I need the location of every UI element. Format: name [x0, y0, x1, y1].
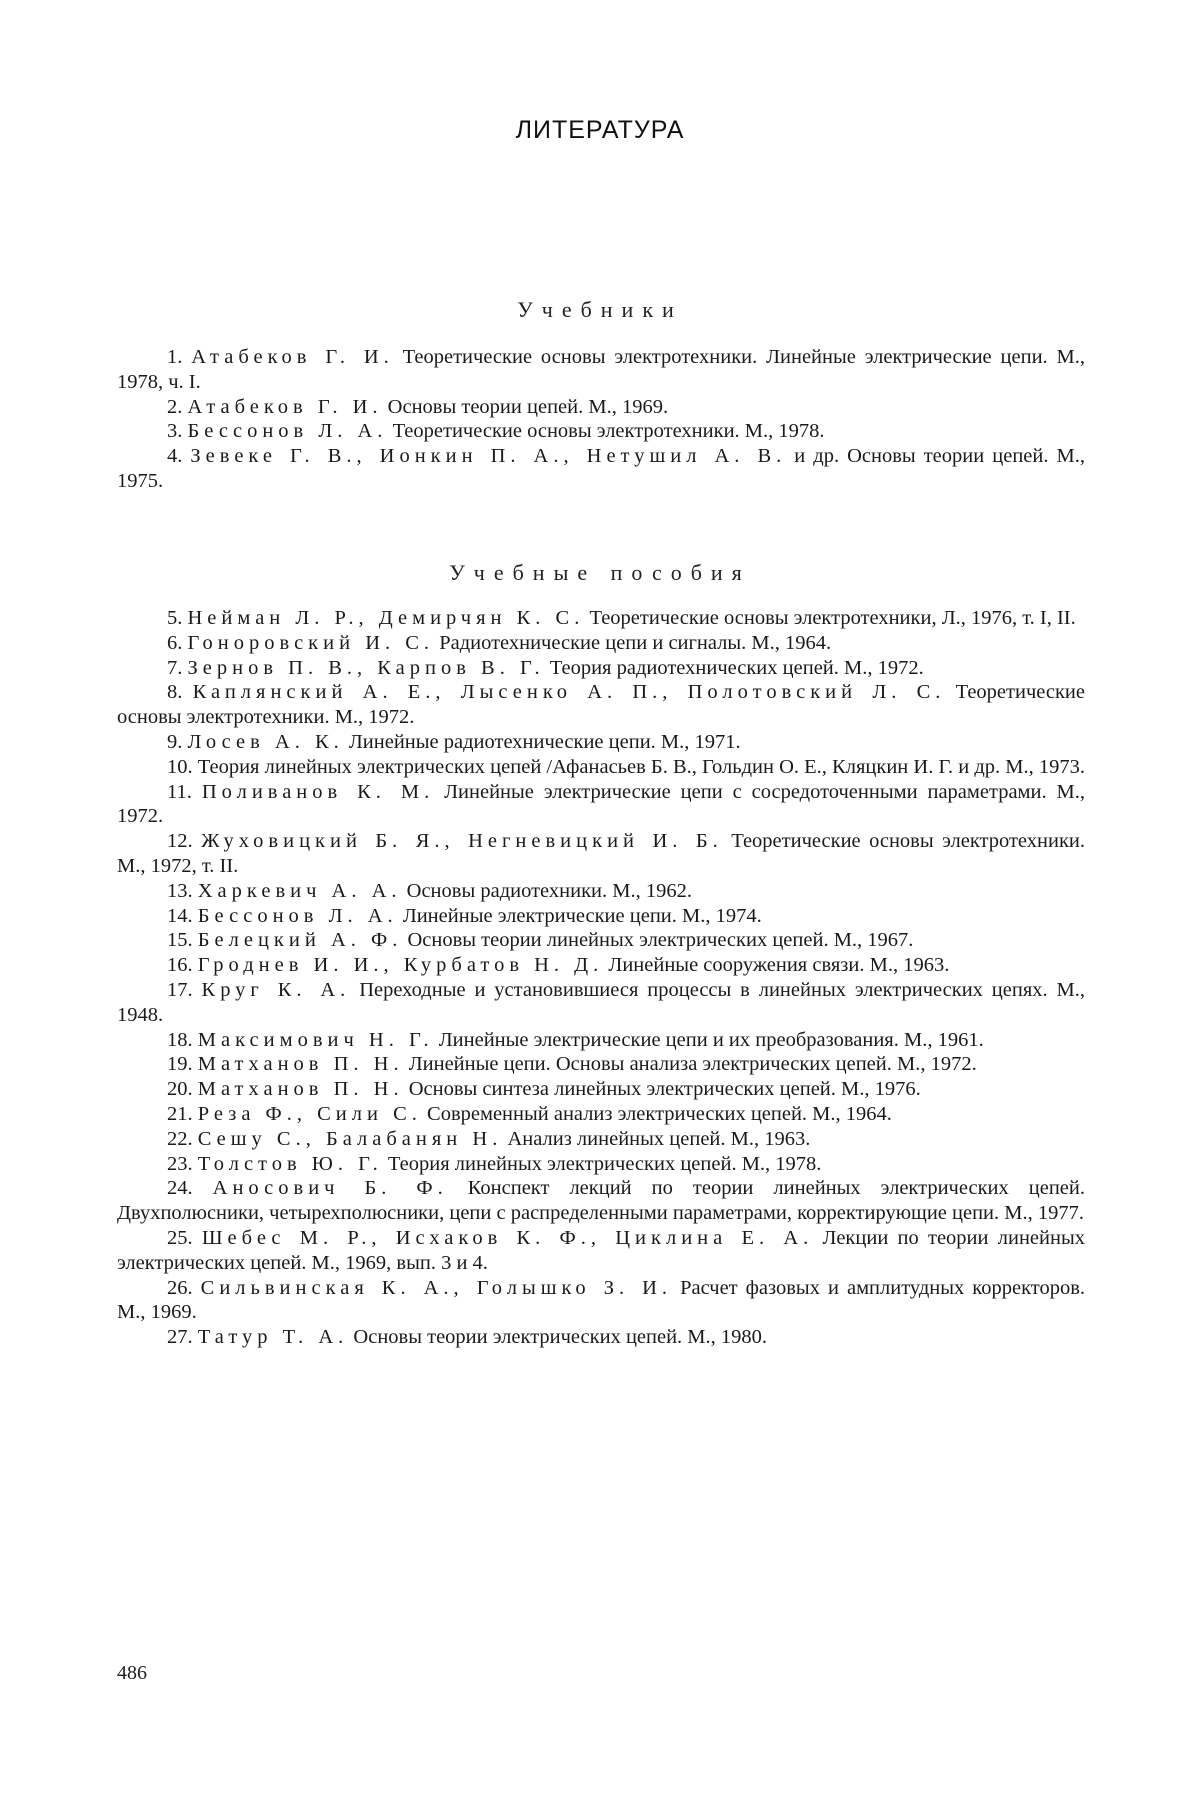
reference-author: Сешу С., Балабанян Н.: [197, 1127, 503, 1150]
reference-text: Теоретические основы электротехники. М., 1972.: [117, 681, 1086, 729]
reference-entry: [117, 1226, 1085, 1276]
reference-author: Максимович Н. Г.: [197, 1028, 434, 1051]
reference-entry: [117, 879, 1085, 904]
reference-text: Основы синтеза линейных электрических цепей. М., 1976.: [403, 1078, 921, 1101]
reference-number: 7.: [167, 656, 183, 679]
reference-author: Бессонов Л. А.: [187, 420, 388, 443]
reference-text: Лекции по теории линейных электрических цепей. М., 1969, вып. 3 и 4.: [117, 1226, 1085, 1274]
reference-number: 14.: [167, 904, 193, 927]
reference-text: Теоретические основы электротехники. М., 1972, т. II.: [117, 830, 1085, 877]
reference-entry: [117, 1276, 1085, 1326]
reference-author: Матханов П. Н.: [197, 1078, 404, 1101]
reference-number: 12.: [167, 830, 193, 853]
reference-text: Линейные электрические цепи. М., 1974.: [397, 904, 762, 927]
reference-entry: [117, 928, 1085, 953]
reference-author: Бессонов Л. А.: [197, 904, 398, 927]
reference-author: Матханов П. Н.: [197, 1053, 404, 1076]
reference-author: Харкевич А. А.: [197, 879, 402, 902]
reference-entry: [117, 780, 1085, 830]
reference-text: Основы радиотехники. М., 1962.: [401, 879, 692, 902]
reference-text: Линейные радиотехнические цепи. М., 1971.: [343, 730, 741, 753]
reference-text: Основы теории электрических цепей. М., 1980.: [348, 1326, 768, 1349]
reference-author: Шебес М. Р., Исхаков К. Ф., Циклина Е. А.: [201, 1226, 814, 1249]
reference-number: 25.: [167, 1226, 193, 1249]
section-heading-textbooks: Учебники: [517, 297, 683, 322]
reference-entry: [117, 904, 1085, 929]
reference-text: Линейные сооружения связи. М., 1963.: [603, 954, 950, 977]
reference-entry: [117, 680, 1085, 730]
reference-entry: [117, 1152, 1085, 1177]
reference-entry: [117, 419, 1085, 444]
reference-text: Теория линейных электрических цепей. М., 1978.: [382, 1152, 822, 1175]
reference-text: Теоретические основы электротехники, Л., 1976, т. I, II.: [584, 607, 1076, 629]
reference-number: 6.: [167, 631, 183, 654]
reference-text: Теоретические основы электротехники. М., 1978.: [387, 420, 825, 443]
reference-number: 15.: [167, 929, 193, 952]
reference-author: Белецкий А. Ф.: [197, 929, 403, 952]
reference-entry: [117, 1028, 1085, 1053]
reference-number: 20.: [167, 1078, 193, 1101]
reference-author: Гоноровский И. С.: [187, 631, 435, 654]
reference-author: Поливанов К. М.: [201, 780, 435, 803]
reference-entry: [117, 1102, 1085, 1127]
reference-entry: [117, 978, 1085, 1028]
reference-entry: [117, 631, 1085, 656]
reference-author: Круг К. А.: [201, 978, 351, 1001]
reference-number: 2.: [167, 395, 183, 418]
reference-text: Современный анализ электрических цепей. М., 1964.: [421, 1102, 892, 1125]
reference-number: 18.: [167, 1028, 193, 1051]
reference-text: и др. Основы теории цепей. М., 1975.: [117, 445, 1085, 492]
reference-author: Реза Ф., Сили С.: [197, 1102, 422, 1125]
reference-entry: [117, 953, 1085, 978]
reference-number: 8.: [167, 681, 183, 704]
reference-list-textbooks: [117, 345, 1085, 494]
reference-number: 1.: [167, 346, 183, 368]
reference-author: Атабеков Г. И.: [187, 395, 383, 418]
reference-author: Каплянский А. Е., Лысенко А. П., Полотовский Л. С.: [192, 681, 946, 704]
reference-entry: [117, 755, 1085, 780]
reference-author: Аносович Б. Ф.: [212, 1177, 448, 1200]
reference-entry: [117, 829, 1085, 879]
reference-text: Анализ линейных цепей. М., 1963.: [502, 1127, 811, 1150]
reference-text: Расчет фазовых и амплитудных корректоров. М., 1969.: [117, 1276, 1086, 1324]
reference-author: Сильвинская К. А., Голышко З. И.: [200, 1276, 673, 1299]
reference-number: 5.: [167, 607, 183, 629]
reference-text: Линейные электрические цепи с сосредоточенными параметрами. М., 1972.: [117, 780, 1086, 828]
reference-number: 9.: [167, 730, 183, 753]
reference-number: 24.: [167, 1177, 193, 1200]
reference-text: Теоретические основы электротехники. Линейные электрические цепи. М., 1978, ч. I.: [117, 346, 1086, 393]
reference-author: Татур Т. А.: [197, 1326, 349, 1349]
reference-entry: [117, 1176, 1085, 1226]
reference-author: Толстов Ю. Г.: [197, 1152, 383, 1175]
reference-number: 17.: [167, 978, 193, 1001]
section-heading-study-guides: Учебные пособия: [449, 560, 751, 585]
reference-text: Теория радиотехнических цепей. М., 1972.: [544, 656, 924, 679]
reference-text: Основы теории линейных электрических цепей. М., 1967.: [402, 929, 914, 952]
reference-text: Радиотехнические цепи и сигналы. М., 1964.: [434, 631, 832, 654]
reference-entry: [117, 606, 1085, 631]
reference-number: 21.: [167, 1102, 193, 1125]
reference-number: 13.: [167, 879, 193, 902]
reference-author: Лосев А. К.: [187, 730, 344, 753]
reference-text: Конспект лекций по теории линейных электрических цепей. Двухполюсники, четырехполюсники, цепи с распределенными параметрами, корректирующие цепи. М., 1977.: [117, 1177, 1085, 1225]
reference-text: Теория линейных электрических цепей /Афанасьев Б. В., Гольдин О. Е., Кляцкин И. Г. и др. М., 1973.: [197, 755, 1085, 778]
reference-number: 19.: [167, 1053, 193, 1076]
reference-number: 3.: [167, 420, 183, 443]
reference-entry: [117, 444, 1085, 494]
reference-number: 10.: [167, 755, 193, 778]
reference-author: Зернов П. В., Карпов В. Г.: [187, 656, 545, 679]
page-title: ЛИТЕРАТУРА: [515, 116, 685, 144]
reference-number: 4.: [167, 445, 183, 468]
reference-entry: [117, 345, 1085, 395]
page-number: 486: [117, 1662, 147, 1684]
reference-entry: [117, 730, 1085, 755]
reference-number: 26.: [167, 1276, 193, 1299]
reference-text: Линейные цепи. Основы анализа электрических цепей. М., 1972.: [403, 1053, 977, 1076]
reference-text: Основы теории цепей. М., 1969.: [382, 395, 669, 418]
reference-entry: [117, 1052, 1085, 1077]
reference-list-study-guides: [117, 606, 1085, 1350]
reference-entry: [117, 1127, 1085, 1152]
reference-number: 16.: [167, 954, 193, 977]
reference-number: 23.: [167, 1152, 193, 1175]
reference-author: Гроднев И. И., Курбатов Н. Д.: [197, 954, 604, 977]
reference-text: Переходные и установившиеся процессы в линейных электрических цепях. М., 1948.: [117, 978, 1085, 1026]
reference-entry: [117, 656, 1085, 681]
reference-number: 11.: [167, 780, 192, 803]
reference-author: Атабеков Г. И.: [191, 346, 394, 368]
reference-number: 27.: [167, 1326, 193, 1349]
reference-number: 22.: [167, 1127, 193, 1150]
reference-author: Зевеке Г. В., Ионкин П. А., Нетушил А. В.: [190, 445, 787, 468]
reference-text: Линейные электрические цепи и их преобразования. М., 1961.: [433, 1028, 984, 1051]
reference-entry: [117, 1077, 1085, 1102]
reference-entry: [117, 395, 1085, 420]
reference-author: Нейман Л. Р., Демирчян К. С.: [187, 607, 585, 629]
reference-author: Жуховицкий Б. Я., Негневицкий И. Б.: [201, 830, 723, 853]
reference-entry: [117, 1325, 1085, 1350]
